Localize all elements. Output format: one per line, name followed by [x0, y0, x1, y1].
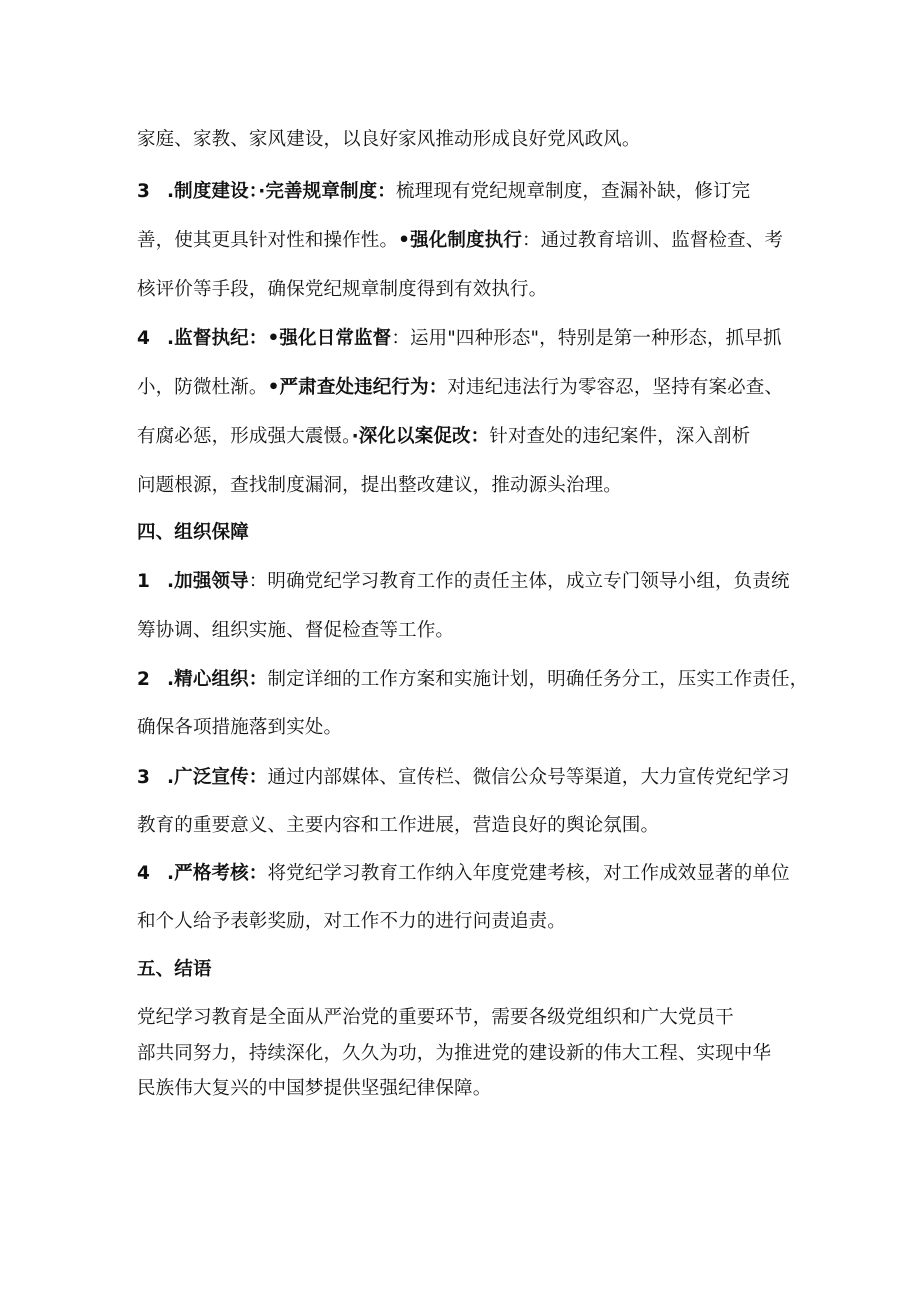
org1-number: 1 [137, 571, 151, 592]
item3-bullet1-text: 梳理现有党纪规章制度，查漏补缺，修订完 [395, 181, 751, 202]
org4-number: 4 [137, 863, 151, 884]
org3-text: 通过内部媒体、宣传栏、微信公众号等渠道，大力宣传党纪学习 [267, 767, 790, 788]
org2-number: 2 [137, 669, 151, 690]
conclusion-line2: 部共同努力，持续深化，久久为功，为推进党的建设新的伟大工程、实现中华 [137, 1043, 772, 1064]
item4-line2 [137, 376, 783, 400]
org4-line1 [137, 862, 790, 886]
org2-label: .精心组织： [167, 669, 268, 690]
org3-line1 [137, 766, 790, 790]
item4-bullet1-text: ：运用"四种形态"，特别是第一种形态，抓早抓 [391, 328, 782, 349]
conclusion-line3: 民族伟大复兴的中国梦提供坚强纪律保障。 [137, 1078, 492, 1099]
section4-heading: 四、组织保障 [137, 522, 249, 543]
org1-label: .加强领导 [167, 571, 249, 592]
section5-heading: 五、结语 [137, 959, 212, 980]
item4-bullet2-label: •严肃查处违纪行为： [267, 377, 448, 398]
item4-line3 [137, 425, 750, 449]
item3-line3: 核评价等手段，确保党纪规章制度得到有效执行。 [137, 279, 548, 300]
item3-bullet2-text: ：通过教育培训、监督检查、考 [521, 230, 784, 251]
item4-bullet1-label: •强化日常监督 [267, 328, 392, 349]
item4-bullet2-text: 对违纪违法行为零容忍，坚持有案必查、 [447, 377, 784, 398]
item4-line2-text: 小，防微杜渐。 [137, 377, 268, 398]
org4-line2: 和个人给予表彰奖励，对工作不力的进行问责追责。 [137, 911, 566, 932]
org2-line2: 确保各项措施落到实处。 [137, 717, 343, 738]
item3-line1 [137, 180, 750, 204]
item3-number: 3 [137, 181, 151, 202]
org1-line1 [137, 570, 790, 594]
item3-bullet2-label: •强化制度执行 [398, 230, 522, 251]
org4-text: 将党纪学习教育工作纳入年度党建考核，对工作成效显著的单位 [267, 863, 790, 884]
conclusion-line1: 党纪学习教育是全面从严治党的重要环节，需要各级党组织和广大党员干 [137, 1007, 734, 1028]
paragraph-family-line: 家庭、家教、家风建设，以良好家风推动形成良好党风政风。 [137, 129, 641, 150]
item4-bullet3-text: 针对查处的违纪案件，深入剖析 [489, 426, 751, 447]
org3-line2: 教育的重要意义、主要内容和工作进展，营造良好的舆论氛围。 [137, 815, 660, 836]
item4-line3-text: 有腐必惩，形成强大震慑。 [137, 426, 352, 447]
org1-line2: 筹协调、组织实施、督促检查等工作。 [137, 620, 455, 641]
item3-line2 [137, 229, 783, 253]
org4-label: .严格考核： [167, 863, 268, 884]
item4-number: 4 [137, 328, 151, 349]
org3-number: 3 [137, 767, 151, 788]
item3-label: .制度建设： [167, 181, 259, 202]
org2-text: 制定详细的工作方案和实施计划，明确任务分工，压实工作责任， [267, 669, 809, 690]
item3-bullet1-label: ·完善规章制度： [258, 181, 396, 202]
item4-label: .监督执纪： [167, 328, 268, 349]
org1-text: ：明确党纪学习教育工作的责任主体，成立专门领导小组，负责统 [248, 571, 790, 592]
item4-line1 [137, 327, 782, 351]
item4-line4: 问题根源，查找制度漏洞，提出整改建议，推动源头治理。 [137, 475, 622, 496]
item3-line2-text: 善，使其更具针对性和操作性。 [137, 230, 399, 251]
item4-bullet3-label: ·深化以案促改： [351, 426, 490, 447]
org3-label: .广泛宣传： [167, 767, 268, 788]
org2-line1 [137, 668, 808, 692]
